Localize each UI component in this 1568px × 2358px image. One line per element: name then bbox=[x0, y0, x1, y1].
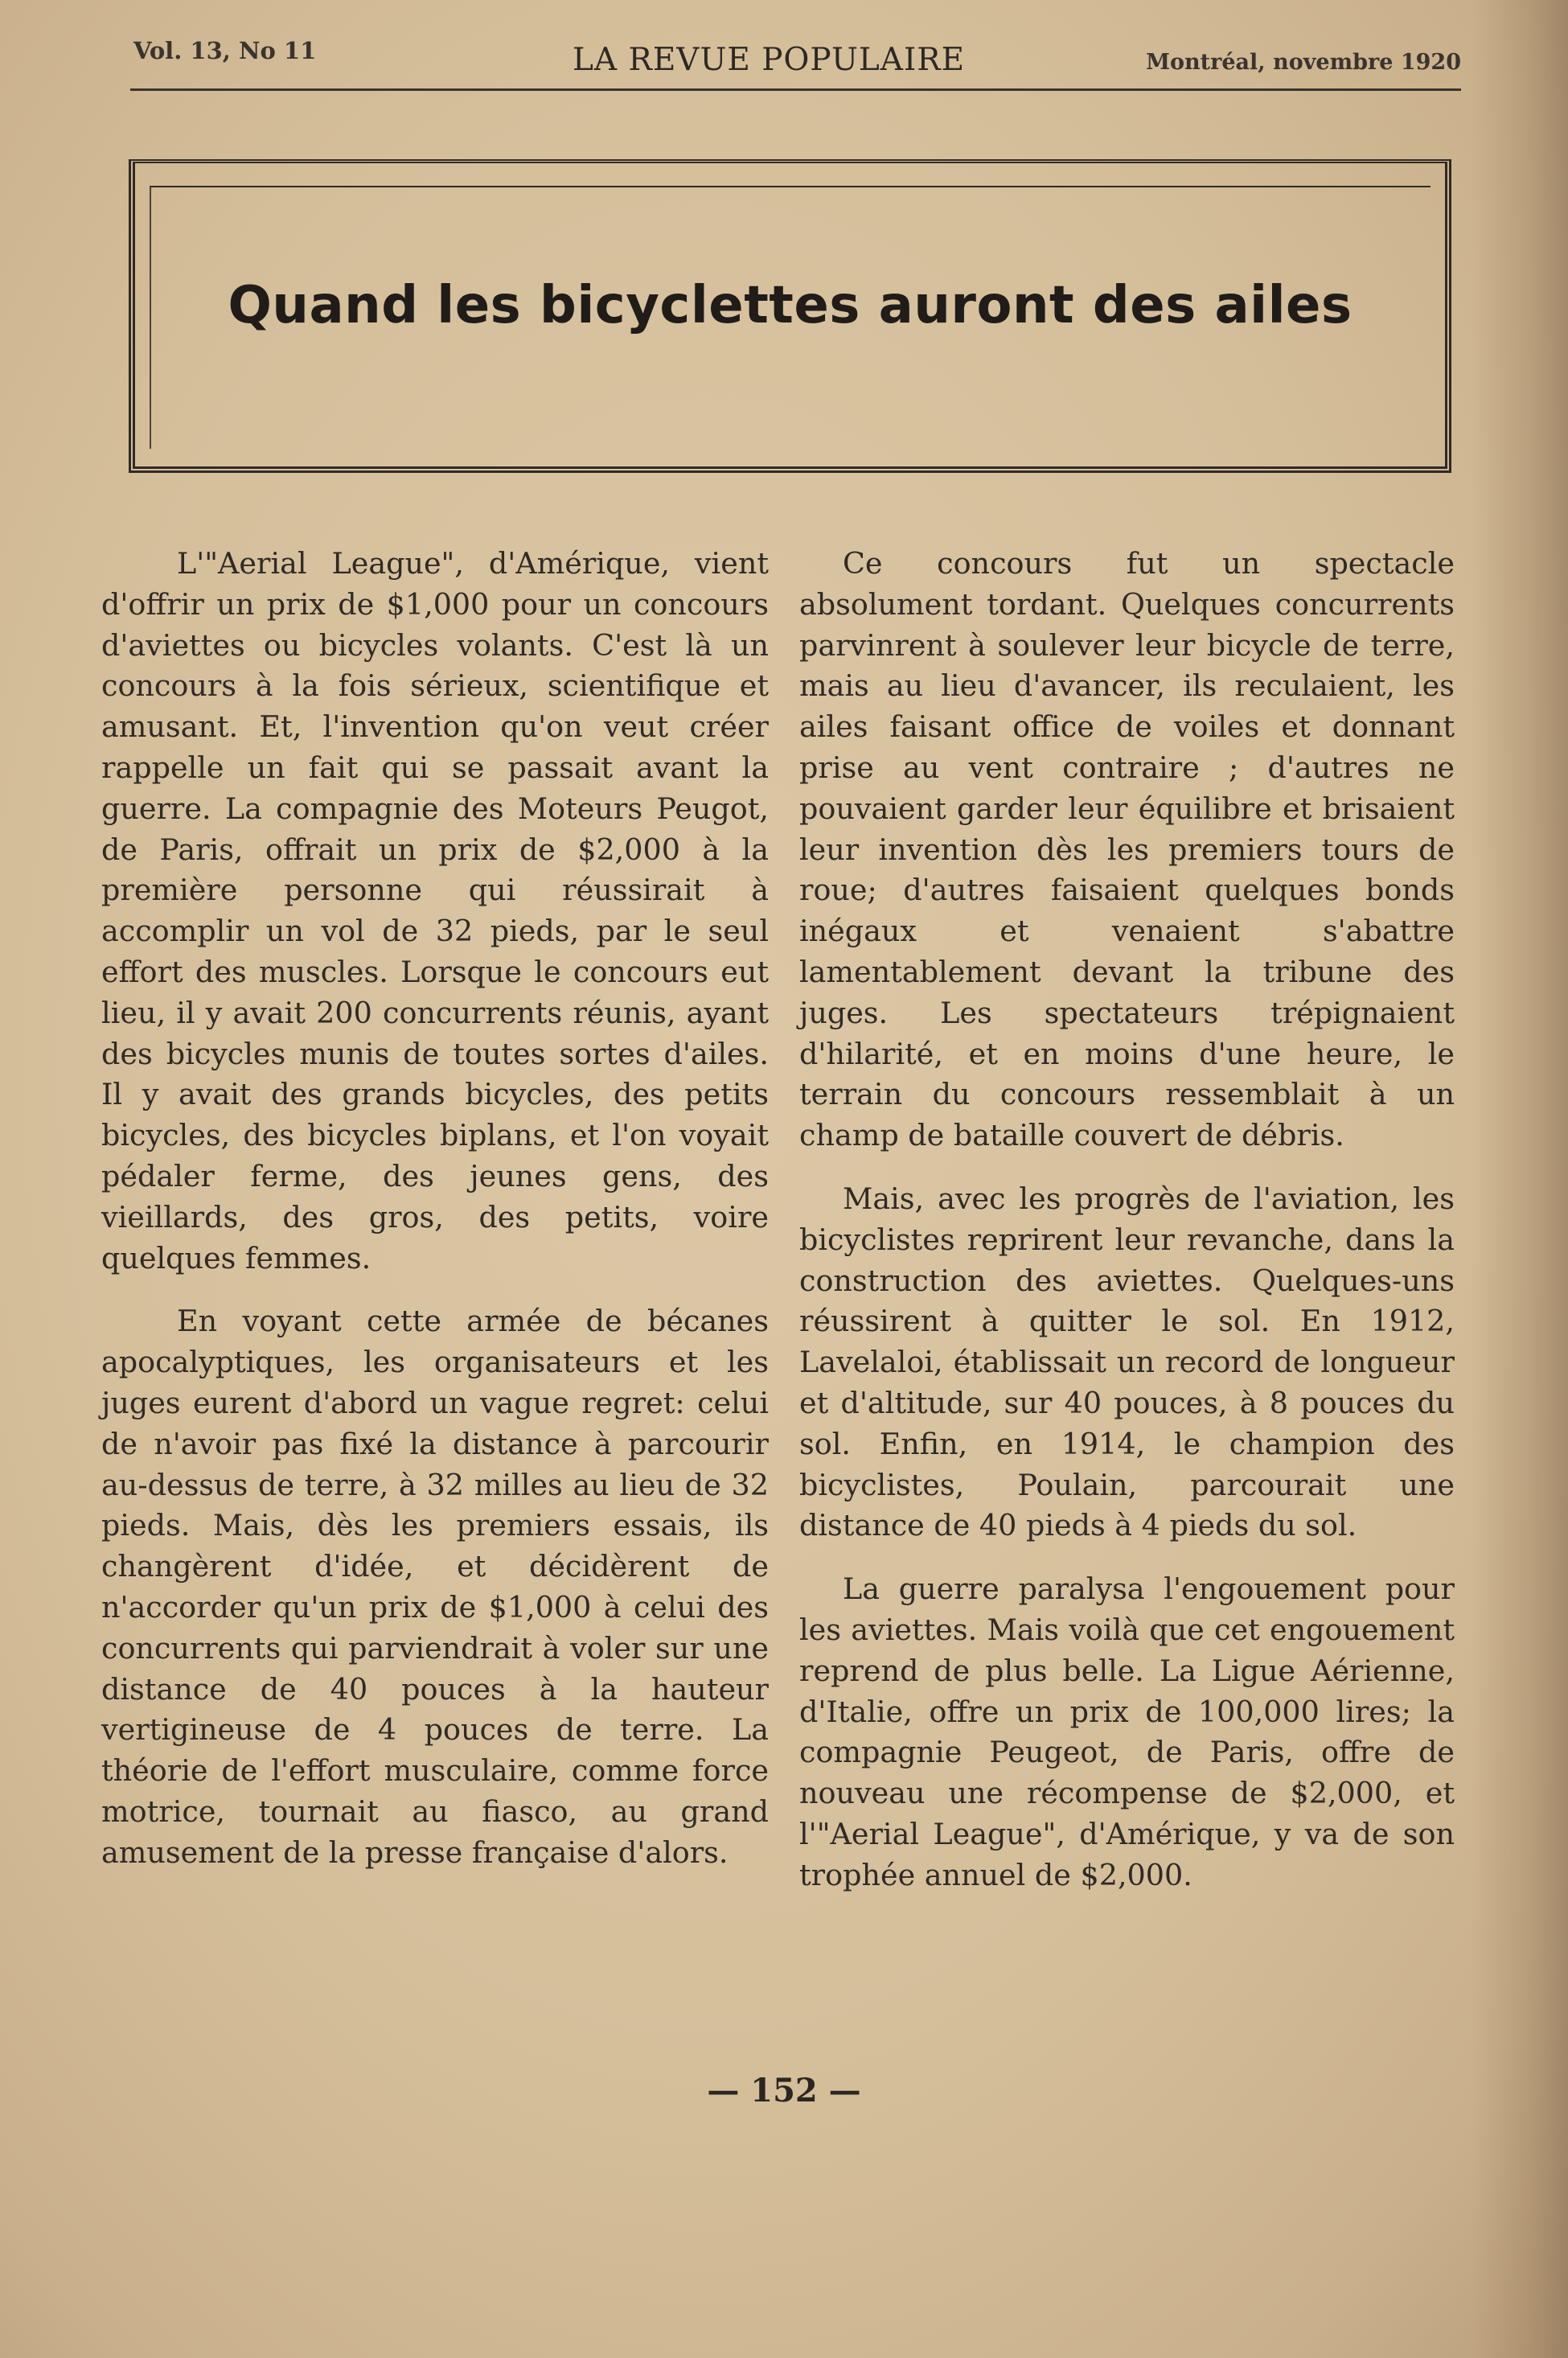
paragraph: En voyant cette armée de bécanes apocalyptiques, les organisateurs et les juges eurent d'abord un vague regret: celui de n'avoir pas fixé la distance à parcourir au-dessus de terre, à 32 milles au lieu de 32 pieds. Mais, dès les premiers essais, ils changèrent d'idée, et décidèrent de n'accorder qu'un prix de $1,000 à celui des concurrents qui parviendrait à voler sur une distance de 40 pouces à la hauteur vertigineuse de 4 pouces de terre. La théorie de l'effort musculaire, comme force motrice, tournait au fiasco, au grand amusement de la presse française d'alors. bbox=[101, 1304, 769, 1870]
paragraph: La guerre paralysa l'engouement pour les aviettes. Mais voilà que cet engouement reprend de plus belle. La Ligue Aérienne, d'Italie, offre un prix de 100,000 lires; la compagnie Peugeot, de Paris, offre de nouveau une récompense de $2,000, et l'"Aerial League", d'Amérique, y va de son trophée annuel de $2,000. bbox=[799, 1571, 1455, 1892]
paragraph: Ce concours fut un spectacle absolument tordant. Quelques concurrents parvinrent à soulever leur bicycle de terre, mais au lieu d'avancer, ils reculaient, les ailes faisant office de voiles et donnant prise au vent contraire ; d'autres ne pouvaient garder leur équilibre et brisaient leur invention dès les premiers tours de roue; d'autres faisaient quelques bonds inégaux et venaient s'abattre lamentablement devant la tribune des juges. Les spectateurs trépignaient d'hilarité, et en moins d'une heure, le terrain du concours ressemblait à un champ de bataille couvert de débris. bbox=[799, 546, 1455, 1153]
running-head bbox=[130, 31, 1461, 87]
page-edge-shading bbox=[1472, 0, 1568, 2358]
paragraph: Mais, avec les progrès de l'aviation, les bicyclistes reprirent leur revanche, dans la construction des aviettes. Quelques-uns réussirent à quitter le sol. En 1912, Lavelaloi, établissait un record de longueur et d'altitude, sur 40 pouces, à 8 pouces du sol. Enfin, en 1914, le champion des bicyclistes, Poulain, parcourait une distance de 40 pieds à 4 pieds du sol. bbox=[799, 1181, 1455, 1543]
right-column bbox=[799, 544, 1455, 1919]
article-title: Quand les bicyclettes auront des ailes bbox=[228, 276, 1353, 335]
left-column bbox=[101, 544, 769, 1896]
header-rule bbox=[130, 88, 1461, 91]
paragraph: L'"Aerial League", d'Amérique, vient d'offrir un prix de $1,000 pour un concours d'aviettes ou bicycles volants. C'est là un concours à la fois sérieux, scientifique et amusant. Et, l'invention qu'on veut créer rappelle un fait qui se passait avant la guerre. La compagnie des Moteurs Peugot, de Paris, offrait un prix de $2,000 à la première personne qui réussirait à accomplir un vol de 32 pieds, par le seul effort des muscles. Lorsque le concours eut lieu, il y avait 200 concurrents réunis, ayant des bicycles munis de toutes sortes d'ailes. Il y avait des grands bicycles, des petits bicycles, des bicycles biplans, et l'on voyait pédaler ferme, des jeunes gens, des vieillards, des gros, des petits, voire quelques femmes. bbox=[101, 546, 769, 1276]
publication-name: LA REVUE POPULAIRE bbox=[573, 42, 966, 78]
page-number: — 152 — bbox=[707, 2072, 861, 2109]
volume-number: Vol. 13, No 11 bbox=[133, 37, 317, 64]
title-frame bbox=[129, 159, 1451, 473]
place-and-date: Montréal, novembre 1920 bbox=[1146, 50, 1461, 75]
